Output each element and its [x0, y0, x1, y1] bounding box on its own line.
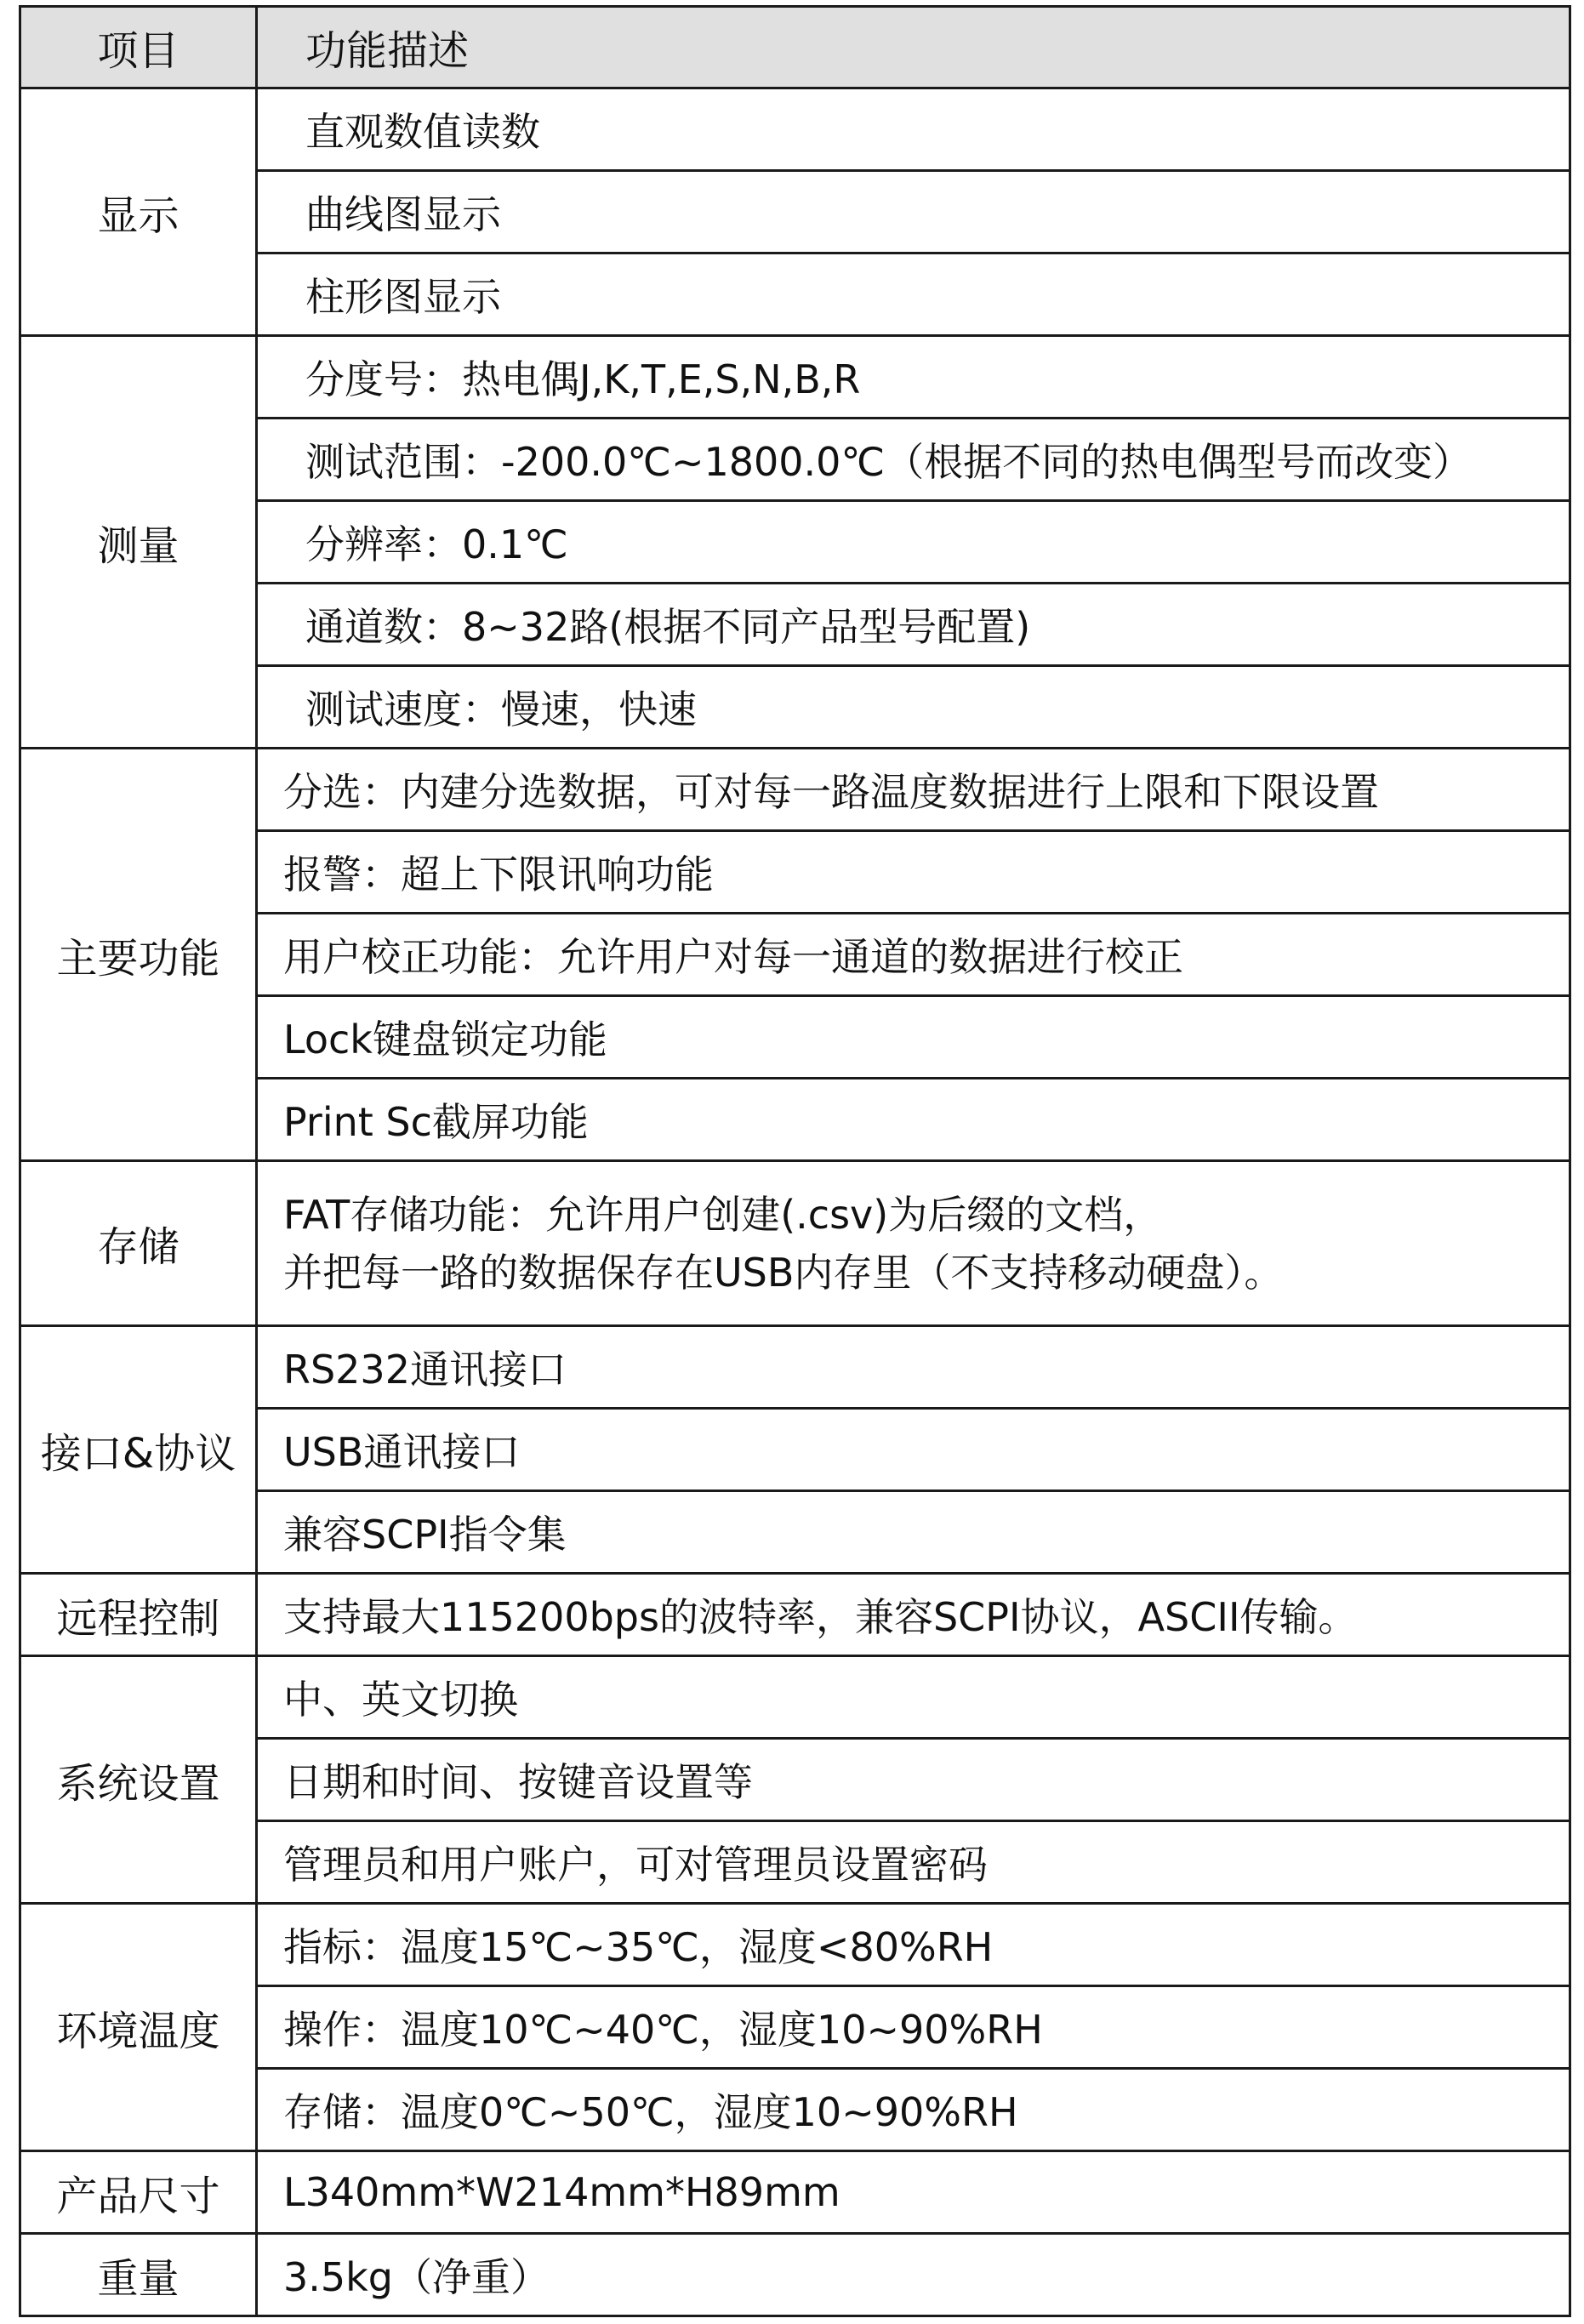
table-row: [20, 1161, 1570, 1326]
category-weight: 重量: [20, 2234, 257, 2316]
category-dimensions: 产品尺寸: [20, 2151, 257, 2234]
spec-value: [257, 1161, 1570, 1326]
table-row: [20, 88, 1570, 171]
category-environment: 环境温度: [20, 1904, 257, 2151]
spec-table: [19, 5, 1571, 2317]
category-display: 显示: [20, 88, 257, 336]
header-row: [20, 7, 1570, 88]
table-row: [20, 1904, 1570, 1986]
spec-value: 存储：温度0℃~50℃，湿度10~90%RH: [257, 2069, 1570, 2151]
table-row: [20, 749, 1570, 831]
header-item: 项目: [20, 7, 257, 88]
table-row: [20, 336, 1570, 419]
spec-value: 支持最大115200bps的波特率，兼容SCPI协议，ASCII传输。: [257, 1574, 1570, 1656]
spec-value: Lock键盘锁定功能: [257, 996, 1570, 1079]
spec-value: USB通讯接口: [257, 1409, 1570, 1491]
category-remote-control: 远程控制: [20, 1574, 257, 1656]
spec-value: 用户校正功能：允许用户对每一通道的数据进行校正: [257, 914, 1570, 996]
category-interface: 接口&协议: [20, 1326, 257, 1574]
spec-value: 3.5kg（净重）: [257, 2234, 1570, 2316]
category-storage: 存储: [20, 1161, 257, 1326]
spec-value: 兼容SCPI指令集: [257, 1491, 1570, 1574]
table-row: [20, 2234, 1570, 2316]
spec-value: 测试范围：-200.0℃~1800.0℃（根据不同的热电偶型号而改变）: [257, 419, 1570, 501]
spec-value: L340mm*W214mm*H89mm: [257, 2151, 1570, 2234]
storage-line-1: FAT存储功能：允许用户创建(.csv)为后缀的文档，: [283, 1191, 1163, 1238]
spec-value: 直观数值读数: [257, 88, 1570, 171]
spec-value: 测试速度：慢速，快速: [257, 666, 1570, 749]
category-main-functions: 主要功能: [20, 749, 257, 1161]
spec-value: 指标：温度15℃~35℃，湿度<80%RH: [257, 1904, 1570, 1986]
header-desc: 功能描述: [257, 7, 1570, 88]
spec-value: 操作：温度10℃~40℃，湿度10~90%RH: [257, 1986, 1570, 2069]
table-row: [20, 1656, 1570, 1739]
spec-value: 分度号：热电偶J,K,T,E,S,N,B,R: [257, 336, 1570, 419]
spec-value: Print Sc截屏功能: [257, 1079, 1570, 1161]
spec-value: 分选：内建分选数据，可对每一路温度数据进行上限和下限设置: [257, 749, 1570, 831]
table-row: [20, 1326, 1570, 1409]
spec-value: RS232通讯接口: [257, 1326, 1570, 1409]
storage-line-2: 并把每一路的数据保存在USB内存里（不支持移动硬盘）。: [283, 1249, 1284, 1296]
spec-value: 通道数：8~32路(根据不同产品型号配置): [257, 584, 1570, 666]
spec-value: 曲线图显示: [257, 171, 1570, 253]
spec-value: 中、英文切换: [257, 1656, 1570, 1739]
spec-value: 报警：超上下限讯响功能: [257, 831, 1570, 914]
category-measurement: 测量: [20, 336, 257, 749]
spec-value: 分辨率：0.1℃: [257, 501, 1570, 584]
table-row: [20, 2151, 1570, 2234]
spec-value: 日期和时间、按键音设置等: [257, 1739, 1570, 1821]
table-row: [20, 1574, 1570, 1656]
spec-value: 管理员和用户账户，可对管理员设置密码: [257, 1821, 1570, 1904]
category-system-settings: 系统设置: [20, 1656, 257, 1904]
spec-value: 柱形图显示: [257, 253, 1570, 336]
